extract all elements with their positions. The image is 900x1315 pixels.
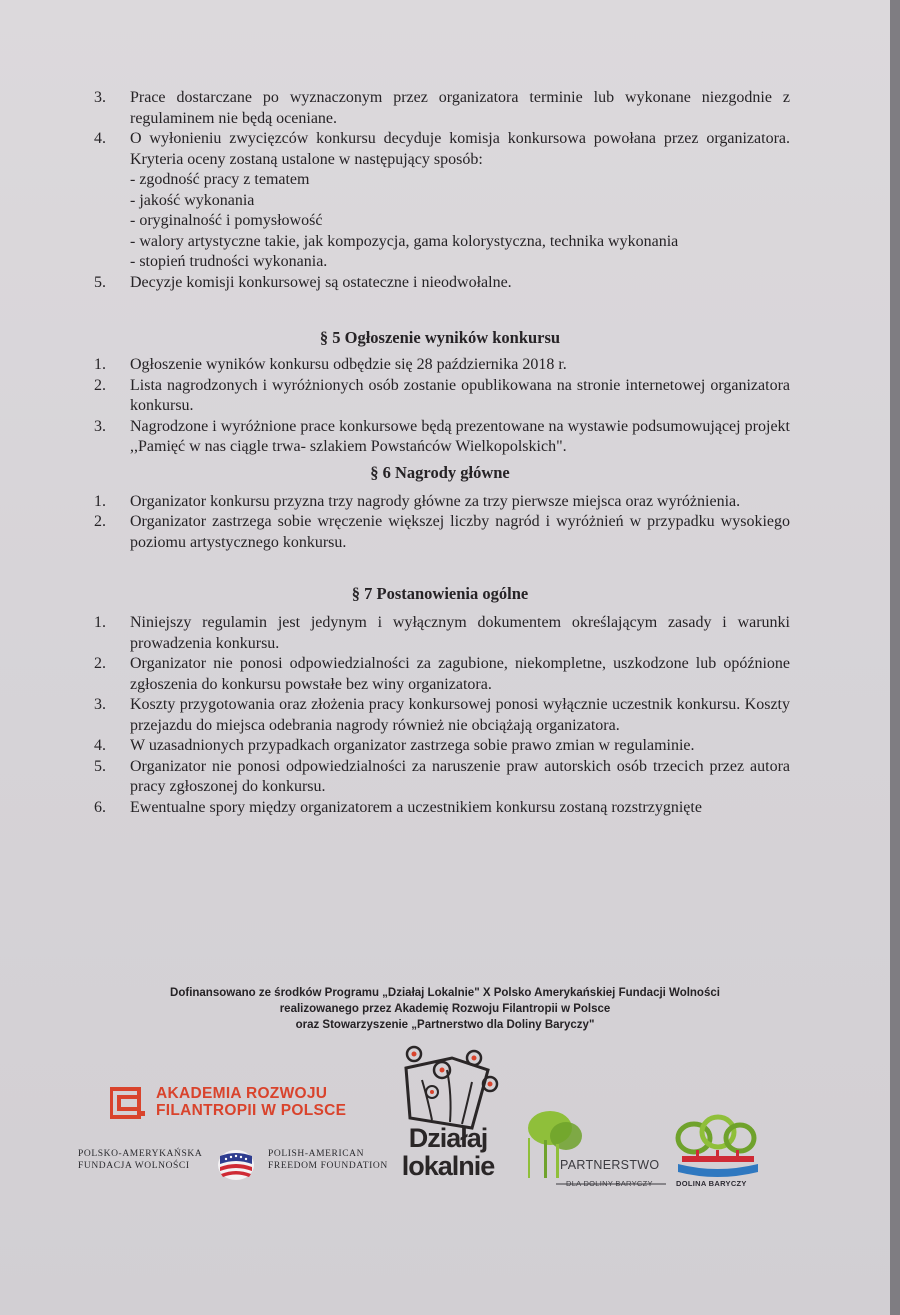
list-item xyxy=(90,613,790,654)
dolina-baryczy-name: DOLINA BARYCZY xyxy=(676,1179,747,1188)
list-item xyxy=(90,355,790,376)
sponsor-line: realizowanego przez Akademię Rozwoju Filantropii w Polsce xyxy=(279,1003,611,1015)
item-text: Lista nagrodzonych i wyróżnionych osób zostanie opublikowana na stronie internetowej organizatora konkursu. xyxy=(130,376,790,414)
item-number: 2. xyxy=(94,655,106,672)
item-number: 5. xyxy=(94,273,106,291)
pafw-line: FREEDOM FOUNDATION xyxy=(268,1161,388,1171)
criteria-item: - stopień trudności wykonania. xyxy=(130,253,328,270)
partnerstwo-name: PARTNERSTWO xyxy=(560,1158,660,1172)
criteria-item: - jakość wykonania xyxy=(130,191,255,209)
item-number: 6. xyxy=(94,798,106,816)
list-item xyxy=(90,376,790,417)
dzialaj-line: Działaj xyxy=(408,1123,488,1153)
criteria-item: - zgodność pracy z tematem xyxy=(130,171,310,188)
item-text: Organizator zastrzega sobie wręczenie większej liczby nagród i wyróżnień w przypadku wysokiego poziomu artystycznego konkursu. xyxy=(130,513,790,551)
list-item xyxy=(90,417,790,458)
item-number: 1. xyxy=(94,492,106,510)
section-5-list xyxy=(90,355,790,458)
item-text: Koszty przygotowania oraz złożenia pracy konkursowej ponosi wyłącznie uczestnik konkursu. Koszty przejazdu do miejsca odebrania nagrody również nie obciążają organizatora. xyxy=(130,696,790,734)
pafw-line: FUNDACJA WOLNOŚCI xyxy=(78,1161,190,1171)
item-text: Nagrodzone i wyróżnione prace konkursowe będą prezentowane na wystawie podsumowującej projekt ,,Pamięć w nas ciągle trwa- szlakiem Powstańców Wielkopolskich". xyxy=(130,417,790,455)
section-7-list xyxy=(90,613,790,818)
sponsor-line: oraz Stowarzyszenie „Partnerstwo dla Doliny Baryczy" xyxy=(295,1019,595,1031)
list-item xyxy=(90,654,790,695)
item-number: 4. xyxy=(94,130,106,147)
section-7-heading: § 7 Postanowienia ogólne xyxy=(351,584,529,603)
dzialaj-lokalnie-wordmark xyxy=(400,1124,496,1180)
akademia-name xyxy=(156,1085,346,1119)
akademia-mark-icon xyxy=(110,1087,146,1119)
list-item xyxy=(90,512,790,553)
sponsor-note xyxy=(100,985,790,1033)
item-number: 5. xyxy=(94,757,106,775)
list-item xyxy=(90,129,790,273)
list-item xyxy=(90,798,790,819)
partnerstwo-subtitle: DLA DOLINY BARYCZY xyxy=(566,1179,653,1188)
criteria-item: - walory artystyczne takie, jak kompozycja, gama kolorystyczna, technika wykonania xyxy=(130,232,679,250)
pafw-line: POLISH-AMERICAN xyxy=(268,1149,365,1159)
pafw-english-name xyxy=(268,1148,388,1172)
pafw-flag-icon xyxy=(216,1148,256,1182)
item-number: 3. xyxy=(94,417,106,435)
item-number: 3. xyxy=(94,89,106,106)
item-number: 2. xyxy=(94,376,106,394)
section-6-list xyxy=(90,492,790,554)
item-text: Prace dostarczane po wyznaczonym przez organizatora terminie lub wykonane niezgodnie z regulaminem nie będą oceniane. xyxy=(130,89,790,127)
dzialaj-line: lokalnie xyxy=(401,1151,495,1181)
sponsor-line: Dofinansowano ze środków Programu „Działaj Lokalnie" X Polsko Amerykańskiej Fundacji Wolności xyxy=(170,987,720,999)
item-number: 1. xyxy=(94,614,106,631)
list-item xyxy=(90,492,790,513)
list-item xyxy=(90,695,790,736)
item-text: Organizator konkursu przyzna trzy nagrody główne za trzy pierwsze miejsca oraz wyróżnienia. xyxy=(130,492,741,510)
item-number: 1. xyxy=(94,356,106,373)
pafw-line: POLSKO-AMERYKAŃSKA xyxy=(78,1149,203,1159)
intro-list xyxy=(90,88,790,293)
akademia-line: AKADEMIA ROZWOJU xyxy=(156,1085,328,1102)
item-text: O wyłonieniu zwycięzców konkursu decyduje komisja konkursowa powołana przez organizatora. Kryteria oceny zostaną ustalone w następujący sposób: xyxy=(130,130,790,168)
list-item xyxy=(90,88,790,129)
item-number: 4. xyxy=(94,737,106,754)
list-item xyxy=(90,757,790,798)
akademia-line: FILANTROPII W POLSCE xyxy=(156,1102,347,1119)
item-text: Niniejszy regulamin jest jedynym i wyłącznym dokumentem określającym zasady i warunki prowadzenia konkursu. xyxy=(130,614,790,652)
akademia-logo xyxy=(110,1085,380,1125)
item-text: W uzasadnionych przypadkach organizator zastrzega sobie prawo zmian w regulaminie. xyxy=(130,737,695,754)
list-item xyxy=(90,736,790,757)
document-body xyxy=(90,88,790,818)
list-item xyxy=(90,273,790,294)
item-number: 2. xyxy=(94,513,106,530)
page-edge xyxy=(890,0,900,1315)
item-text: Organizator nie ponosi odpowiedzialności za zagubione, niekompletne, uszkodzone lub opóźnione zgłoszenia do konkursu powstałe bez winy organizatora. xyxy=(130,655,790,693)
section-6-heading: § 6 Nagrody główne xyxy=(370,462,510,482)
item-number: 3. xyxy=(94,696,106,713)
item-text: Decyzje komisji konkursowej są ostateczne i nieodwołalne. xyxy=(130,273,512,291)
pafw-polish-name xyxy=(78,1148,202,1172)
section-5-heading: § 5 Ogłoszenie wyników konkursu xyxy=(319,328,561,347)
item-text: Organizator nie ponosi odpowiedzialności za naruszenie praw autorskich osób trzecich przez autora pracy zgłoszonej do konkursu. xyxy=(130,757,790,795)
item-text: Ewentualne spory między organizatorem a uczestnikiem konkursu zostaną rozstrzygnięte xyxy=(130,798,702,816)
criteria-item: - oryginalność i pomysłowość xyxy=(130,212,323,229)
item-text: Ogłoszenie wyników konkursu odbędzie się 28 października 2018 r. xyxy=(130,356,567,373)
